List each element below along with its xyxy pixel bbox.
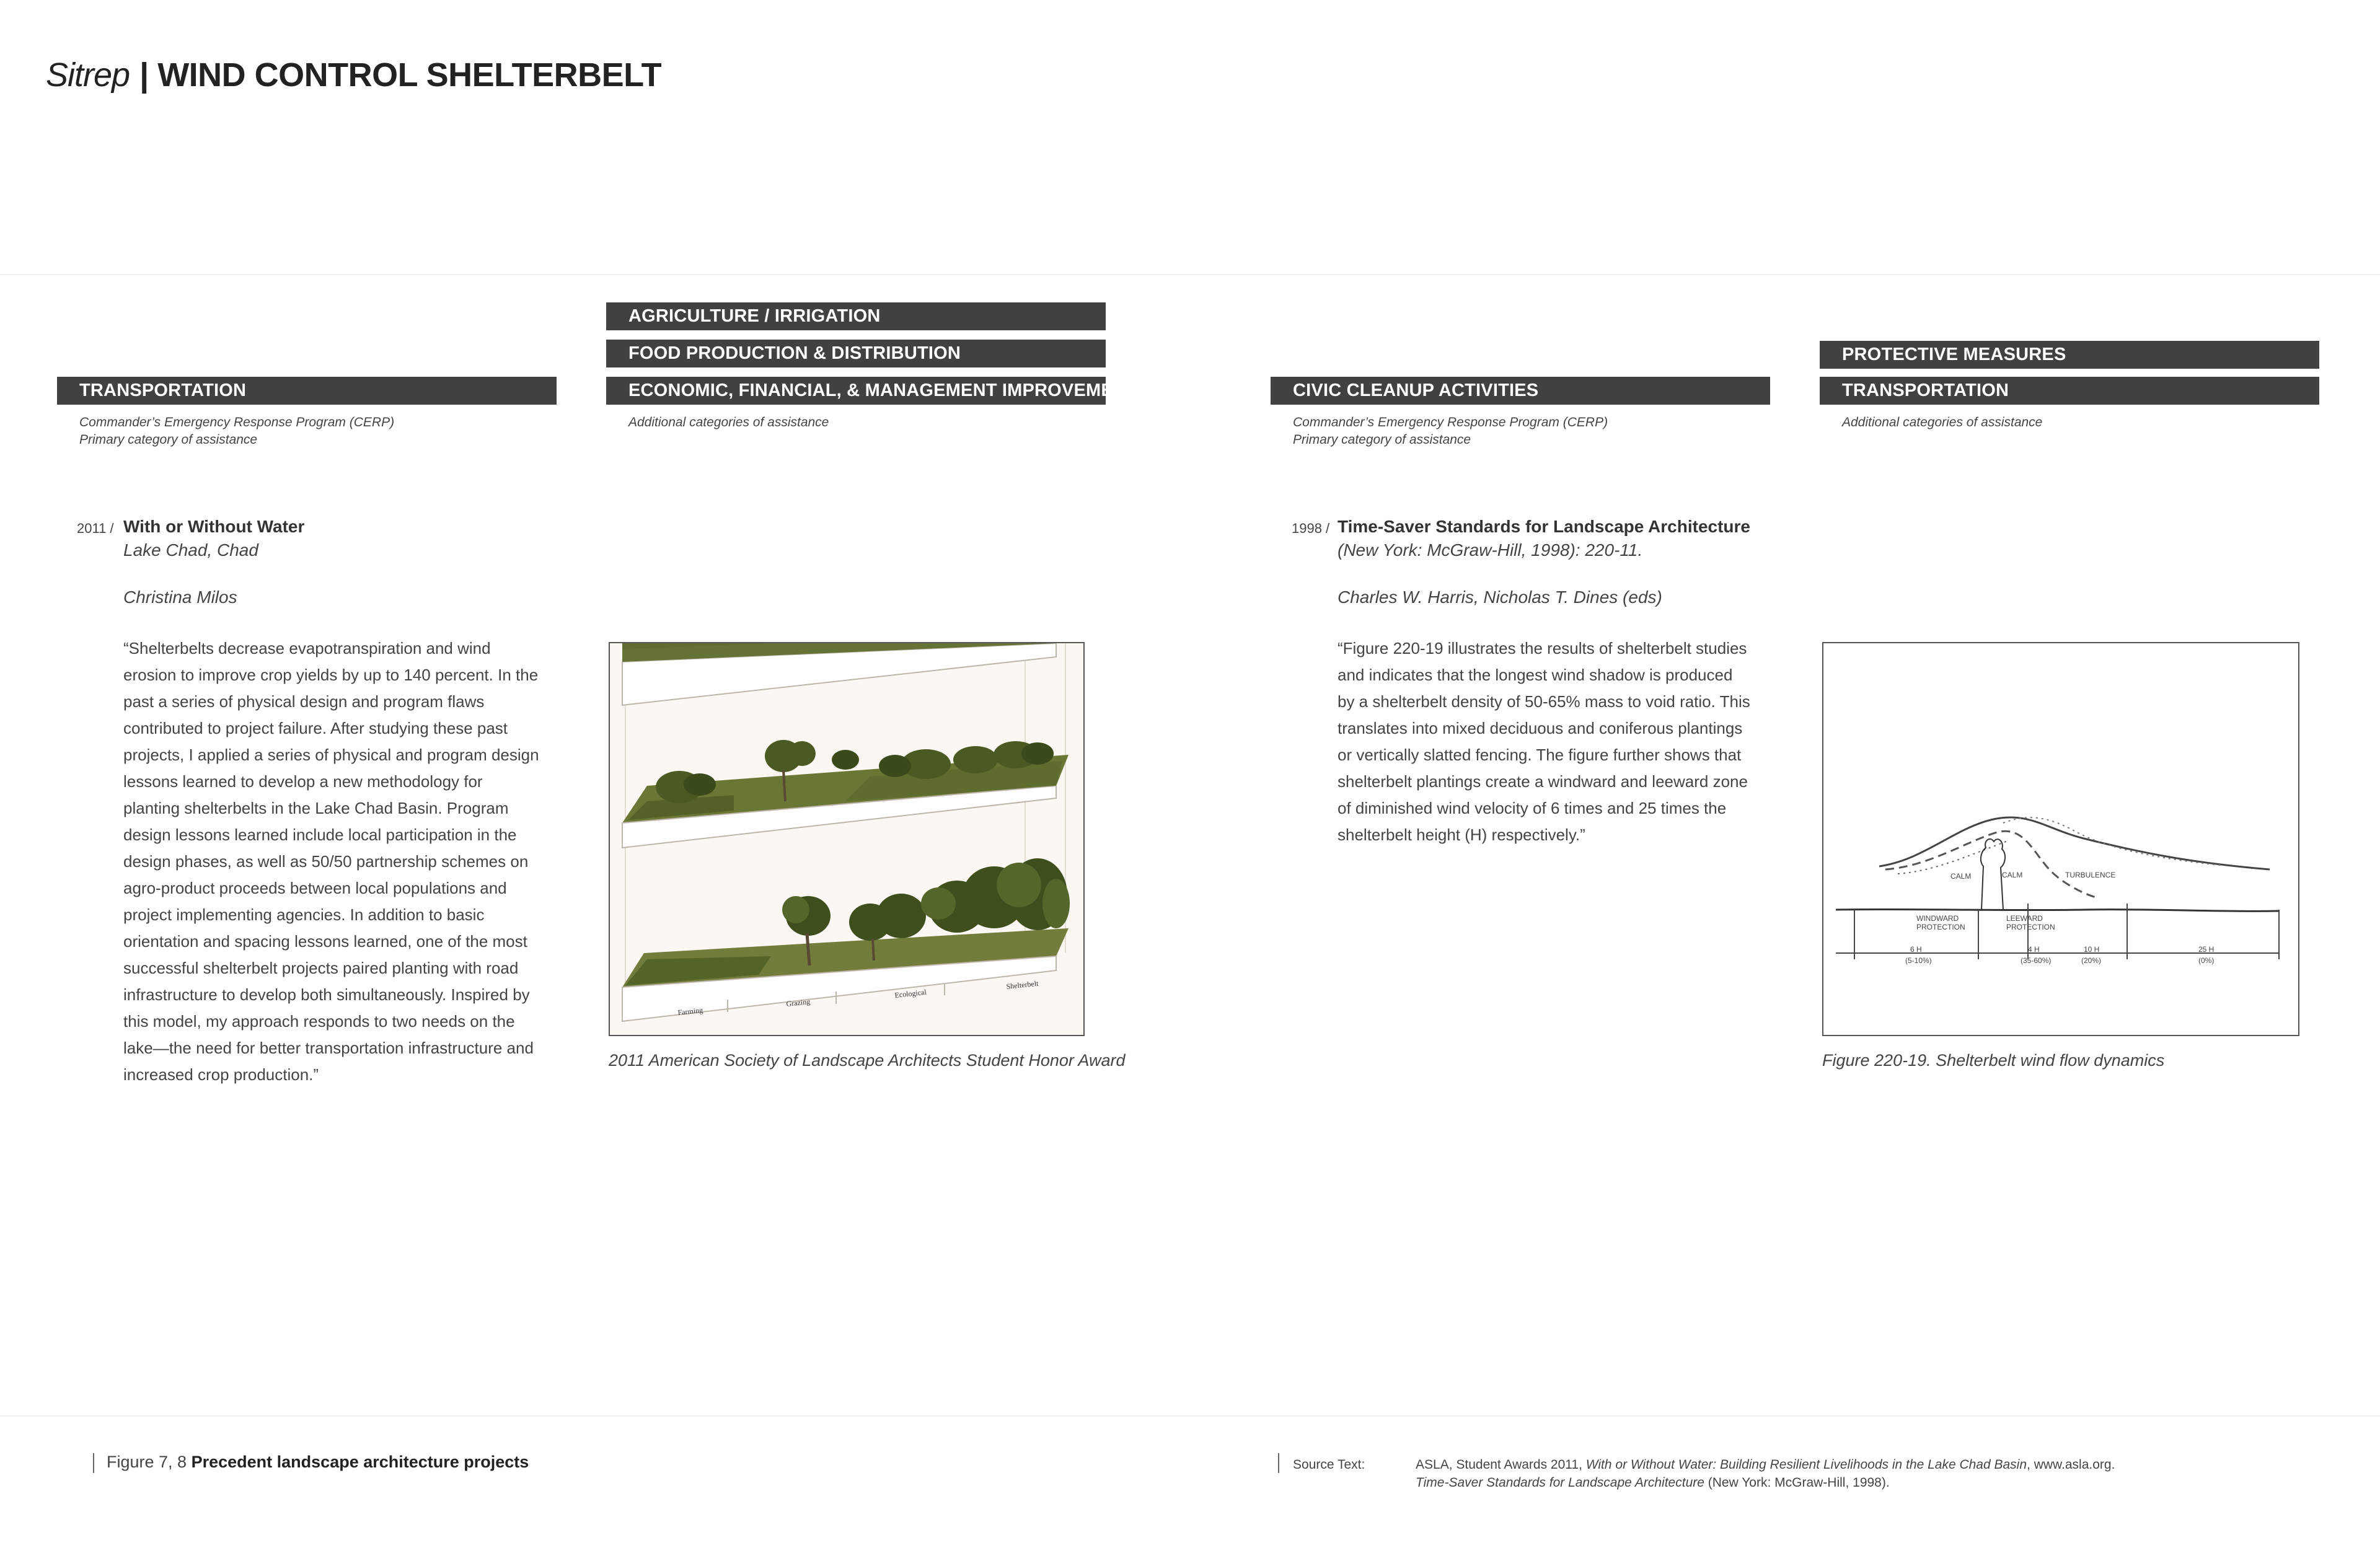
- additional-tag-agriculture: AGRICULTURE / IRRIGATION: [606, 302, 1106, 330]
- source-text: [1416, 1456, 2115, 1492]
- primary-tag-transportation: TRANSPORTATION: [57, 377, 557, 405]
- entry-year: 1998 /: [1292, 521, 1330, 536]
- primary-note-line: Commander’s Emergency Response Program (CERP): [1293, 415, 1608, 429]
- header-prefix: Sitrep: [46, 56, 130, 94]
- additional-tag-protective-measures: PROTECTIVE MEASURES: [1820, 341, 2319, 369]
- entry-year: 2011 /: [77, 521, 114, 536]
- turbulence-label: TURBULENCE: [2065, 871, 2116, 879]
- section-label-shelterbelt: Shelterbelt: [1005, 978, 1039, 991]
- source-line: ASLA, Student Awards 2011, With or Without Water: Building Resilient Livelihoods in the Lake Chad Basin, www.asla.org.: [1416, 1458, 2115, 1472]
- density-label: (20%): [2081, 956, 2102, 965]
- calm-label: CALM: [2002, 871, 2023, 879]
- distance-label: 10 H: [2084, 945, 2100, 954]
- primary-tag-civic-cleanup: CIVIC CLEANUP ACTIVITIES: [1271, 377, 1770, 405]
- wind-flow-figure: [1822, 642, 2299, 1036]
- primary-note-line: Commander’s Emergency Response Program (CERP): [79, 415, 395, 429]
- section-label-grazing: Grazing: [785, 997, 811, 1008]
- primary-note: [79, 414, 394, 449]
- density-label: (5-10%): [1905, 956, 1932, 965]
- layered-landscape-diagram: [610, 643, 1083, 1035]
- entry-title: Time-Saver Standards for Landscape Architecture: [1338, 517, 1750, 536]
- additional-tag-food-production: FOOD PRODUCTION & DISTRIBUTION: [606, 340, 1106, 367]
- entry-quote: “Figure 220-19 illustrates the results of shelterbelt studies and indicates that the longest wind shadow is produced by a shelterbelt density of 50-65% mass to void ratio. This translates into mixed deciduous and coniferous plantings or vertically slatted fencing. The figure further shows that shelterbelt plantings create a windward and leeward zone of diminished wind velocity of 6 times and 25 times the shelterbelt height (H) respectively.”: [1338, 639, 1750, 844]
- additional-note: Additional categories of assistance: [628, 415, 829, 429]
- header-separator: |: [139, 56, 149, 94]
- windward-label: PROTECTION: [1916, 923, 1965, 931]
- additional-note: Additional categories of assistance: [1842, 415, 2043, 429]
- primary-note: [1293, 414, 1608, 449]
- figure-caption: Figure 220-19. Shelterbelt wind flow dynamics: [1822, 1051, 2165, 1070]
- density-label: (0%): [2198, 956, 2215, 965]
- entry-title: With or Without Water: [123, 517, 305, 536]
- entry-author: Christina Milos: [123, 587, 237, 607]
- footer-bar: [93, 1453, 94, 1473]
- density-label: (35-60%): [2021, 956, 2052, 965]
- entry-location: Lake Chad, Chad: [123, 540, 258, 560]
- distance-label: 25 H: [2198, 945, 2215, 954]
- wind-flow-sketch: [1823, 643, 2298, 1035]
- windward-label: WINDWARD: [1916, 914, 1959, 923]
- entry-author: Charles W. Harris, Nicholas T. Dines (eds): [1338, 587, 1662, 607]
- figure-caption: 2011 American Society of Landscape Architects Student Honor Award: [609, 1051, 1126, 1070]
- entry-quote: “Shelterbelts decrease evapotranspiration and wind erosion to improve crop yields by up to 140 percent. In the past a series of physical design and program flaws contributed to project failure. After studying these past projects, I applied a series of physical and program design lessons learned to develop a new methodology for planting shelterbelts in the Lake Chad Basin. Program design lessons learned include local participation in the design phases, as well as 50/50 partnership schemes on agro-product proceeds between local populations and project implementing agencies. In addition to basic orientation and spacing lessons learned, one of the most successful shelterbelt projects paired planting with road infrastructure to develop both simultaneously. Inspired by this model, my approach responds to two needs on the lake—the need for better transportation infrastructure and increased crop production.”: [123, 639, 539, 1084]
- footer-bar: [1278, 1453, 1279, 1473]
- additional-tag-transportation: TRANSPORTATION: [1820, 377, 2319, 405]
- additional-tag-economic: ECONOMIC, FINANCIAL, & MANAGEMENT IMPROVEMENTS: [606, 377, 1106, 405]
- leeward-label: LEEWARD: [2006, 914, 2043, 923]
- figure-title: Precedent landscape architecture projects: [191, 1453, 529, 1471]
- distance-label: 4 H: [2028, 945, 2040, 954]
- source-line: Time-Saver Standards for Landscape Architecture (New York: McGraw-Hill, 1998).: [1416, 1475, 1890, 1490]
- top-divider: [0, 274, 2380, 275]
- figure-ref: Figure 7, 8: [107, 1453, 187, 1471]
- entry-publisher: (New York: McGraw-Hill, 1998): 220-11.: [1338, 540, 1643, 560]
- calm-label: CALM: [1950, 872, 1972, 881]
- primary-note-line: Primary category of assistance: [79, 433, 258, 447]
- shelterbelt-illustration: [609, 642, 1085, 1036]
- primary-note-line: Primary category of assistance: [1293, 433, 1471, 447]
- distance-label: 6 H: [1910, 945, 1922, 954]
- footer-figure-note: [107, 1453, 529, 1472]
- page-title: WIND CONTROL SHELTERBELT: [157, 56, 662, 94]
- leeward-label: PROTECTION: [2006, 923, 2055, 931]
- section-label-farming: Farming: [677, 1005, 703, 1017]
- page-header: [46, 56, 661, 94]
- bottom-divider: [0, 1415, 2380, 1417]
- source-label: Source Text:: [1293, 1458, 1365, 1472]
- section-label-ecological: Ecological: [894, 987, 927, 1000]
